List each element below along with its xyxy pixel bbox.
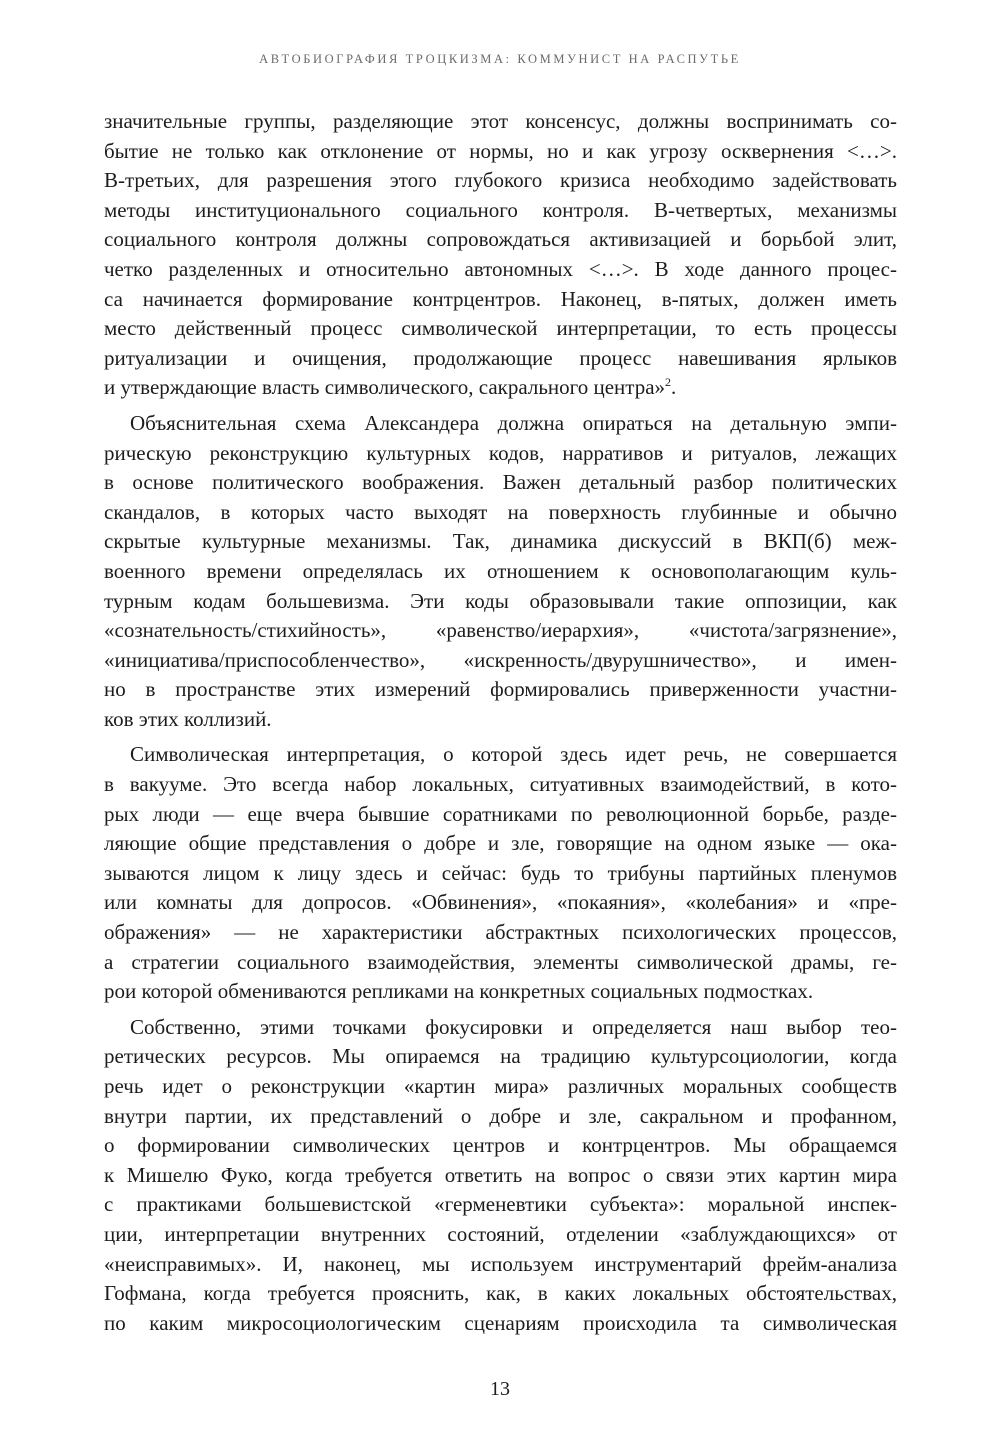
running-head: АВТОБИОГРАФИЯ ТРОЦКИЗМА: КОММУНИСТ НА РАСПУТЬЕ bbox=[259, 52, 741, 66]
page-number: 13 bbox=[490, 1378, 510, 1400]
text-line: са начинается формирование контрцентров. Наконец, в-пятых, должен иметь bbox=[104, 286, 897, 311]
text-line: рои которой обмениваются репликами на конкретных социальных подмостках. bbox=[104, 979, 814, 1004]
paragraph bbox=[104, 409, 897, 735]
text-line bbox=[104, 373, 897, 403]
text-line: бытие не только как отклонение от нормы, но и как угрозу осквернения <…>. bbox=[104, 138, 897, 163]
text-line: Символическая интерпретация, о которой здесь идет речь, не совершается bbox=[130, 742, 897, 767]
text-line: ции, интерпретации внутренних состояний, отделении «заблуждающихся» от bbox=[104, 1221, 897, 1246]
text-line: В-третьих, для разрешения этого глубокого кризиса необходимо задействовать bbox=[104, 168, 897, 193]
text-line: значительные группы, разделяющие этот консенсус, должны воспринимать со- bbox=[104, 109, 897, 133]
text-line: но в пространстве этих измерений формировались приверженности участни- bbox=[104, 677, 897, 702]
text-line: а стратегии социального взаимодействия, элементы символической драмы, ге- bbox=[104, 949, 897, 974]
text-line: «сознательность/стихийность», «равенство/иерархия», «чистота/загрязнение», bbox=[104, 618, 897, 643]
text-line: ретических ресурсов. Мы опираемся на традицию культурсоциологии, когда bbox=[104, 1044, 897, 1069]
text-line: социального контроля должны сопровождаться активизацией и борьбой элит, bbox=[104, 227, 897, 252]
text-line: ритуализации и очищения, продолжающие процесс навешивания ярлыков bbox=[104, 345, 897, 370]
text-line: методы институционального социального контроля. В-четвертых, механизмы bbox=[104, 197, 897, 222]
text-line: с практиками большевистской «герменевтики субъекта»: моральной инспек- bbox=[104, 1192, 897, 1217]
text-line: «неисправимых». И, наконец, мы используем инструментарий фрейм-анализа bbox=[104, 1251, 897, 1276]
text-line: по каким микросоциологическим сценариям происходила та символическая bbox=[104, 1310, 897, 1335]
text-line: зываются лицом к лицу здесь и сейчас: будь то трибуны партийных пленумов bbox=[104, 860, 897, 885]
text-line: турным кодам большевизма. Эти коды образовывали такие оппозиции, как bbox=[104, 588, 897, 613]
text-line: четко разделенных и относительно автономных <…>. В ходе данного процес- bbox=[104, 256, 897, 281]
paragraph bbox=[104, 107, 897, 403]
text-line: скрытые культурные механизмы. Так, динамика дискуссий в ВКП(б) меж- bbox=[104, 529, 897, 554]
text-line-tail: . bbox=[671, 375, 677, 400]
text-line: Объяснительная схема Александера должна опираться на детальную эмпи- bbox=[130, 410, 897, 435]
body-text bbox=[104, 107, 897, 1338]
text-line: речь идет о реконструкции «картин мира» различных моральных сообществ bbox=[104, 1074, 897, 1098]
text-line: Собственно, этими точками фокусировки и определяется наш выбор тео- bbox=[130, 1014, 897, 1039]
text-line: в основе политического воображения. Важен детальный разбор политических bbox=[104, 470, 897, 495]
footnote-marker: 2 bbox=[665, 375, 672, 390]
text-line-content: и утверждающие власть символического, сакрального центра» bbox=[104, 375, 666, 400]
text-line: в вакууме. Это всегда набор локальных, ситуативных взаимодействий, в кото- bbox=[104, 772, 897, 797]
text-line: Гофмана, когда требуется прояснить, как, в каких локальных обстоятельствах, bbox=[104, 1281, 897, 1306]
text-line: внутри партии, их представлений о добре и зле, сакральном и профанном, bbox=[104, 1103, 897, 1128]
text-line: к Мишелю Фуко, когда требуется ответить на вопрос о связи этих картин мира bbox=[104, 1162, 897, 1187]
text-line: «инициатива/приспособленчество», «искренность/двурушничество», и имен- bbox=[104, 647, 897, 672]
text-line: ляющие общие представления о добре и зле, говорящие на одном языке — ока- bbox=[104, 831, 897, 856]
text-line: ков этих коллизий. bbox=[104, 706, 272, 731]
text-line: о формировании символических центров и контрцентров. Мы обращаемся bbox=[104, 1133, 897, 1158]
text-line: военного времени определялась их отношением к основополагающим куль- bbox=[104, 558, 897, 583]
paragraph bbox=[104, 740, 897, 1006]
text-line: ображения» — не характеристики абстрактных психологических процессов, bbox=[104, 920, 897, 945]
text-line: рых люди — еще вчера бывшие соратниками по революционной борьбе, разде- bbox=[104, 801, 897, 826]
text-line: скандалов, в которых часто выходят на поверхность глубинные и обычно bbox=[104, 499, 897, 524]
paragraph bbox=[104, 1013, 897, 1339]
text-line: место действенный процесс символической интерпретации, то есть процессы bbox=[104, 316, 897, 341]
text-line: рическую реконструкцию культурных кодов, нарративов и ритуалов, лежащих bbox=[104, 440, 897, 465]
text-line: или комнаты для допросов. «Обвинения», «покаяния», «колебания» и «пре- bbox=[104, 890, 897, 915]
